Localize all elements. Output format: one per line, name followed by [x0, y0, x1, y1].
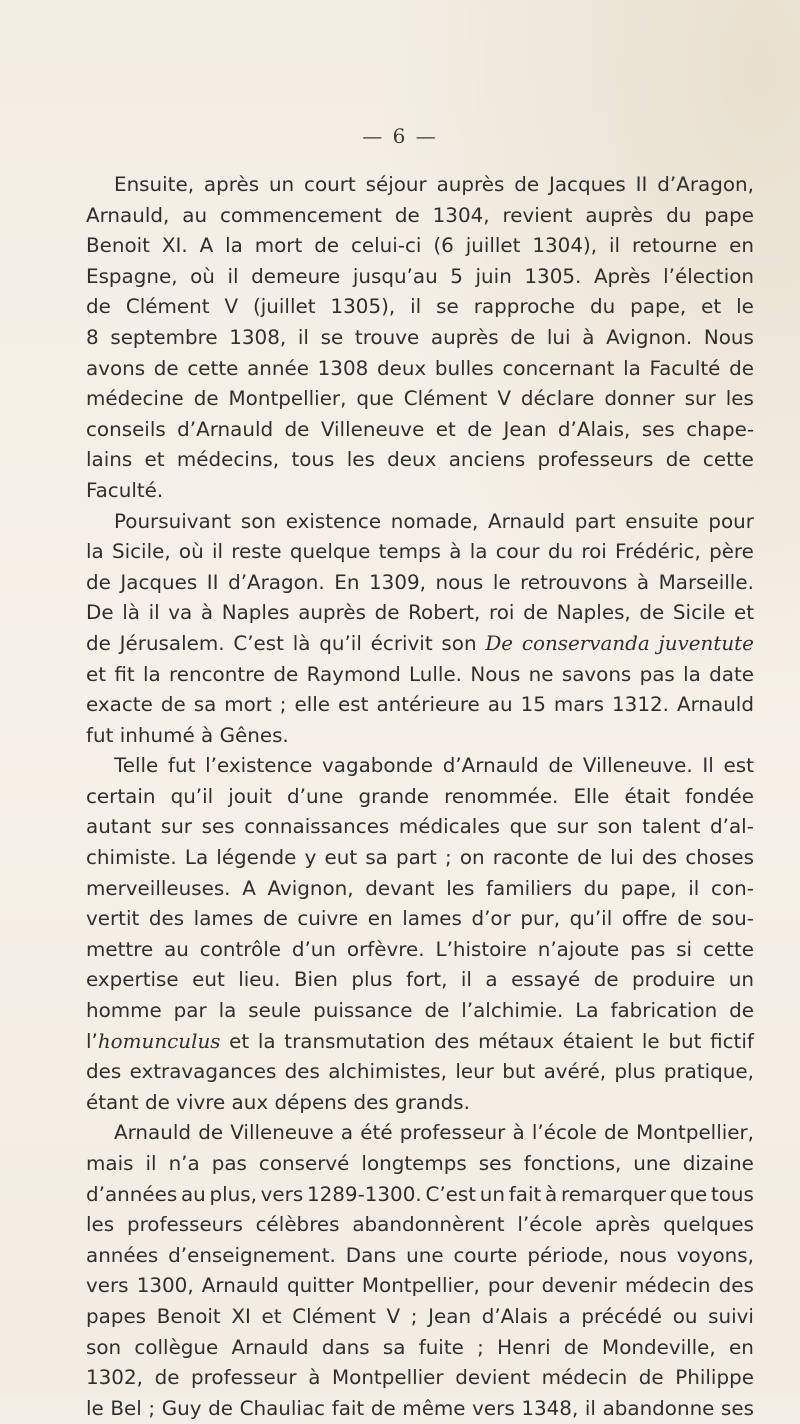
text-line: Faculté.: [86, 478, 164, 502]
text-line: les professeurs célèbres abandonnèrent l’école après quelques: [86, 1213, 754, 1237]
text-line: papes Benoit XI et Clément V ; Jean d’Alais a précédé ou suivi: [86, 1304, 754, 1328]
text-line: De là il va à Naples auprès de Robert, roi de Naples, de Sicile et: [86, 601, 754, 625]
text-line: lains et médecins, tous les deux anciens professeurs de cette: [86, 448, 754, 472]
text-line: mais il n’a pas conservé longtemps ses fonctions, une dizaine: [86, 1152, 754, 1175]
text-line: étant de vivre aux dépens des grands.: [86, 1090, 470, 1114]
text-line: de Jacques II d’Aragon. En 1309, nous le retrouvons à Marseille.: [86, 570, 754, 594]
page-number: — 6 —: [362, 124, 438, 148]
text-line: mettre au contrôle d’un orfèvre. L’histoire n’ajoute pas si cette: [86, 937, 754, 961]
text-line: le Bel ; Guy de Chauliac fait de même vers 1348, il abandonne ses: [86, 1396, 754, 1420]
text-line: Espagne, où il demeure jusqu’au 5 juin 1305. Après l’élection: [86, 264, 754, 288]
text-line: merveilleuses. A Avignon, devant les familiers du pape, il con-: [86, 876, 754, 900]
text-line: Telle fut l’existence vagabonde d’Arnauld de Villeneuve. Il est: [114, 754, 754, 778]
text-line: la Sicile, où il reste quelque temps à la cour du roi Frédéric, père: [86, 540, 754, 564]
text-line: 1302, de professeur à Montpellier devient médecin de Philippe: [86, 1366, 754, 1390]
text-line: médecine de Montpellier, que Clément V déclare donner sur les: [86, 387, 754, 411]
body-text: [86, 170, 754, 1424]
text-line: vers 1300, Arnauld quitter Montpellier, pour devenir médecin des: [86, 1274, 754, 1298]
text-line: l’homunculus et la transmutation des métaux étaient le but fictif: [86, 1029, 754, 1053]
text-line: chimiste. La légende y eut sa part ; on raconte de lui des choses: [86, 846, 754, 870]
text-line: avons de cette année 1308 deux bulles concernant la Faculté de: [86, 356, 754, 380]
text-line: d’années au plus, vers 1289-1300. C’est un fait à remarquer que tous: [86, 1182, 754, 1206]
text-line: Ensuite, après un court séjour auprès de Jacques II d’Aragon,: [114, 173, 754, 196]
text-line: des extravagances des alchimistes, leur but avéré, plus pratique,: [86, 1060, 754, 1084]
text-line: vertit des lames de cuivre en lames d’or pur, qu’il offre de sou-: [86, 907, 754, 931]
text-line: et fit la rencontre de Raymond Lulle. Nous ne savons pas la date: [86, 662, 754, 686]
text-line: conseils d’Arnauld de Villeneuve et de Jean d’Alais, ses chape-: [86, 417, 754, 441]
text-line: Poursuivant son existence nomade, Arnauld part ensuite pour: [114, 509, 754, 533]
text-line: fut inhumé à Gênes.: [86, 723, 289, 747]
text-line: son collègue Arnauld dans sa fuite ; Henri de Mondeville, en: [86, 1335, 754, 1359]
text-line: autant sur ses connaissances médicales que sur son talent d’al-: [86, 815, 754, 839]
text-line: certain qu’il jouit d’une grande renommée. Elle était fondée: [86, 784, 754, 808]
text-line: homme par la seule puissance de l’alchimie. La fabrication de: [86, 999, 754, 1023]
text-line: expertise eut lieu. Bien plus fort, il a essayé de produire un: [86, 968, 754, 992]
text-line: Arnauld de Villeneuve a été professeur à l’école de Montpellier,: [114, 1121, 754, 1145]
text-line: années d’enseignement. Dans une courte période, nous voyons,: [86, 1243, 754, 1267]
text-line: 8 septembre 1308, il se trouve auprès de lui à Avignon. Nous: [86, 325, 754, 349]
text-line: Benoit XI. A la mort de celui-ci (6 juillet 1304), il retourne en: [86, 234, 754, 258]
text-line: Arnauld, au commencement de 1304, revient auprès du pape: [86, 203, 754, 227]
text-line: de Clément V (juillet 1305), il se rapproche du pape, et le: [86, 295, 754, 319]
text-line: exacte de sa mort ; elle est antérieure au 15 mars 1312. Arnauld: [86, 693, 754, 717]
text-line: de Jérusalem. C’est là qu’il écrivit son De conservanda juventute: [86, 631, 754, 655]
